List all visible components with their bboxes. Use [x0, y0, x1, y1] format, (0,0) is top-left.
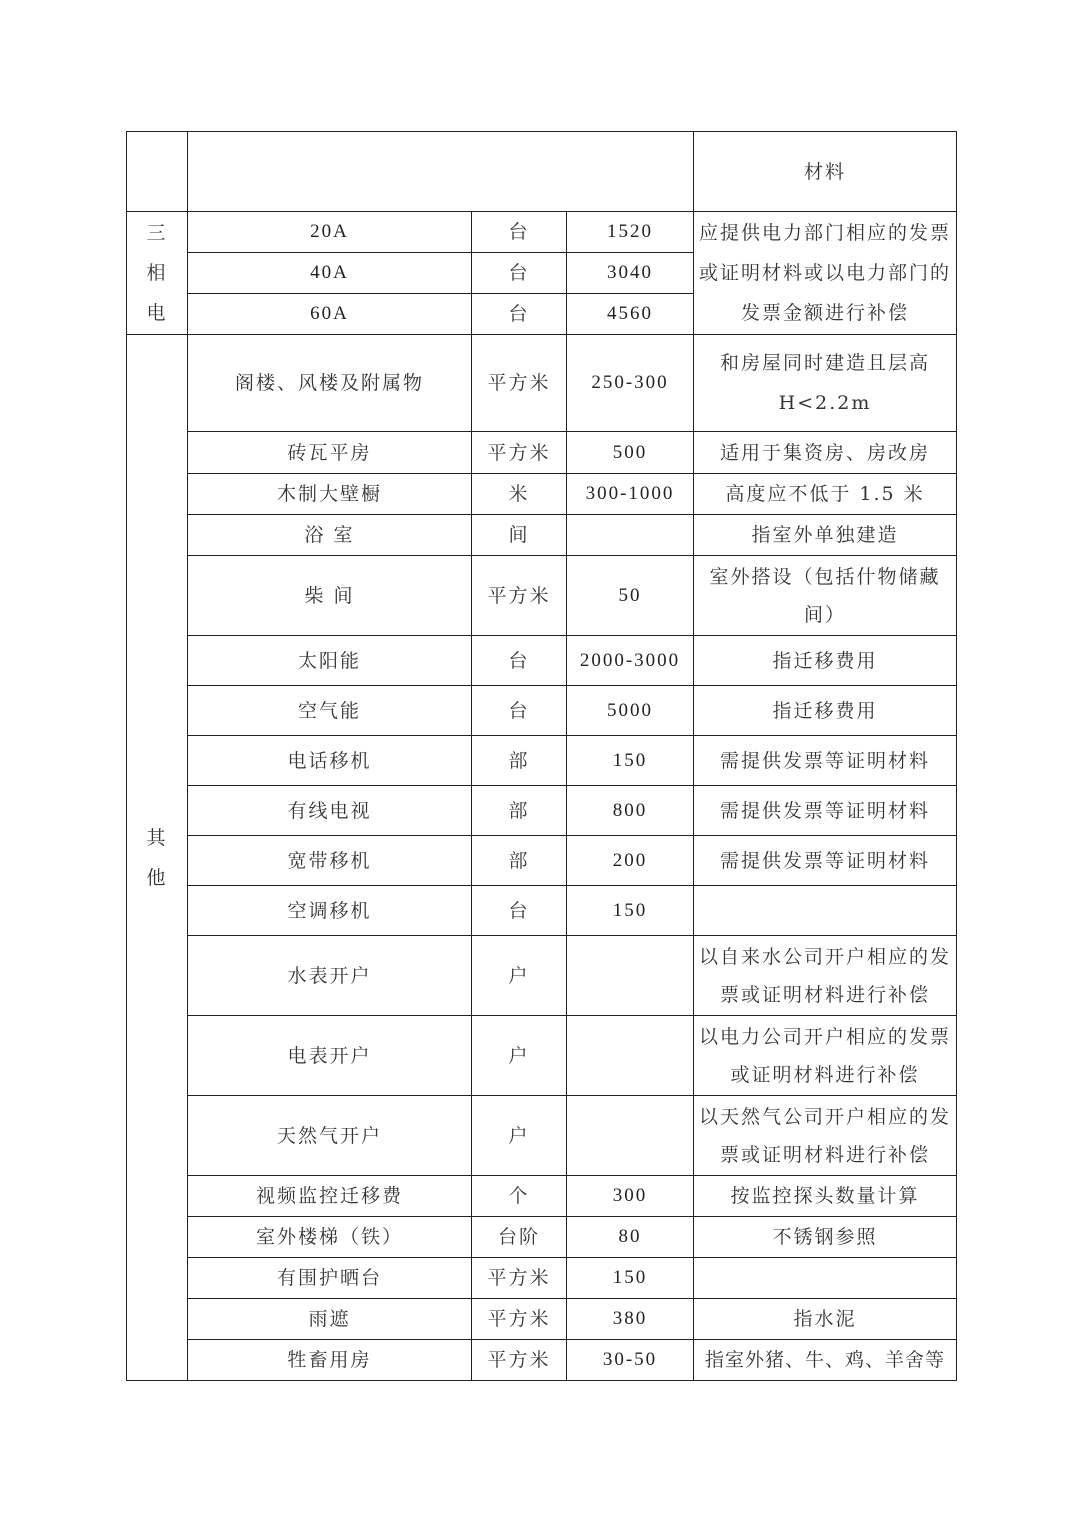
table-row — [127, 1016, 957, 1096]
item-unit: 平方米 — [472, 335, 567, 432]
item-price: 380 — [567, 1299, 694, 1340]
item-note — [694, 1258, 957, 1299]
item-price: 800 — [567, 786, 694, 836]
item-unit: 平方米 — [472, 432, 567, 474]
table-row — [127, 886, 957, 936]
item-note: 需提供发票等证明材料 — [694, 786, 957, 836]
item-name: 电表开户 — [188, 1016, 472, 1096]
item-unit: 间 — [472, 515, 567, 556]
item-name: 视频监控迁移费 — [188, 1176, 472, 1217]
table-row — [127, 132, 957, 212]
item-price: 500 — [567, 432, 694, 474]
table-row — [127, 212, 957, 253]
item-unit: 户 — [472, 1096, 567, 1176]
item-unit: 台 — [472, 886, 567, 936]
item-name: 水表开户 — [188, 936, 472, 1016]
item-unit: 部 — [472, 836, 567, 886]
table-row — [127, 474, 957, 515]
item-price: 2000-3000 — [567, 636, 694, 686]
item-price: 150 — [567, 886, 694, 936]
three-phase-note: 应提供电力部门相应的发票或证明材料或以电力部门的发票金额进行补偿 — [694, 212, 957, 335]
table-row — [127, 1299, 957, 1340]
item-note: 以天然气公司开户相应的发票或证明材料进行补偿 — [694, 1096, 957, 1176]
item-unit: 平方米 — [472, 556, 567, 636]
item-unit: 部 — [472, 736, 567, 786]
item-price: 250-300 — [567, 335, 694, 432]
item-name: 40A — [188, 253, 472, 294]
item-note: 按监控探头数量计算 — [694, 1176, 957, 1217]
item-note: 不锈钢参照 — [694, 1217, 957, 1258]
table-cell-note: 材料 — [694, 132, 957, 212]
table-row — [127, 686, 957, 736]
item-name: 雨遮 — [188, 1299, 472, 1340]
item-name: 太阳能 — [188, 636, 472, 686]
item-name: 电话移机 — [188, 736, 472, 786]
item-unit: 个 — [472, 1176, 567, 1217]
table-row — [127, 556, 957, 636]
item-name: 空调移机 — [188, 886, 472, 936]
item-note: 室外搭设（包括什物储藏间） — [694, 556, 957, 636]
item-note: 需提供发票等证明材料 — [694, 736, 957, 786]
item-unit: 台阶 — [472, 1217, 567, 1258]
table-row — [127, 836, 957, 886]
table-row — [127, 1217, 957, 1258]
item-name: 木制大壁橱 — [188, 474, 472, 515]
item-unit: 台 — [472, 253, 567, 294]
item-price: 300 — [567, 1176, 694, 1217]
item-price: 150 — [567, 736, 694, 786]
item-price — [567, 1096, 694, 1176]
item-note — [694, 886, 957, 936]
item-price: 1520 — [567, 212, 694, 253]
item-unit: 台 — [472, 686, 567, 736]
item-unit: 台 — [472, 294, 567, 335]
table-row — [127, 936, 957, 1016]
item-name: 浴 室 — [188, 515, 472, 556]
section-label-three-phase: 三相电 — [127, 212, 188, 335]
item-note: 适用于集资房、房改房 — [694, 432, 957, 474]
item-price: 5000 — [567, 686, 694, 736]
item-name: 空气能 — [188, 686, 472, 736]
item-note: 指水泥 — [694, 1299, 957, 1340]
item-note: 指迁移费用 — [694, 686, 957, 736]
item-price: 4560 — [567, 294, 694, 335]
item-unit: 平方米 — [472, 1299, 567, 1340]
item-unit: 户 — [472, 1016, 567, 1096]
item-price — [567, 515, 694, 556]
item-note: 需提供发票等证明材料 — [694, 836, 957, 886]
item-name: 牲畜用房 — [188, 1340, 472, 1381]
item-note: 指室外猪、牛、鸡、羊舍等 — [694, 1340, 957, 1381]
item-unit: 户 — [472, 936, 567, 1016]
table-row — [127, 1340, 957, 1381]
table-row — [127, 432, 957, 474]
item-unit: 部 — [472, 786, 567, 836]
item-price: 300-1000 — [567, 474, 694, 515]
item-name: 有线电视 — [188, 786, 472, 836]
section-label-other: 其他 — [127, 335, 188, 1381]
item-note: 以电力公司开户相应的发票或证明材料进行补偿 — [694, 1016, 957, 1096]
item-name: 柴 间 — [188, 556, 472, 636]
item-name: 天然气开户 — [188, 1096, 472, 1176]
item-name: 砖瓦平房 — [188, 432, 472, 474]
item-price — [567, 936, 694, 1016]
compensation-table — [126, 131, 957, 1381]
item-note: 高度应不低于 1.5 米 — [694, 474, 957, 515]
item-unit: 台 — [472, 636, 567, 686]
table-row — [127, 1096, 957, 1176]
item-name: 60A — [188, 294, 472, 335]
item-note: 和房屋同时建造且层高H<2.2m — [694, 335, 957, 432]
table-row — [127, 636, 957, 686]
item-price: 200 — [567, 836, 694, 886]
item-price: 150 — [567, 1258, 694, 1299]
item-unit: 米 — [472, 474, 567, 515]
table-row — [127, 786, 957, 836]
table-row — [127, 515, 957, 556]
item-note: 指迁移费用 — [694, 636, 957, 686]
item-note: 指室外单独建造 — [694, 515, 957, 556]
item-unit: 平方米 — [472, 1258, 567, 1299]
item-name: 有围护晒台 — [188, 1258, 472, 1299]
item-price: 30-50 — [567, 1340, 694, 1381]
item-name: 室外楼梯（铁） — [188, 1217, 472, 1258]
table-row — [127, 1258, 957, 1299]
item-unit: 台 — [472, 212, 567, 253]
table-cell — [127, 132, 188, 212]
item-price: 80 — [567, 1217, 694, 1258]
item-unit: 平方米 — [472, 1340, 567, 1381]
item-name: 宽带移机 — [188, 836, 472, 886]
table-row — [127, 335, 957, 432]
item-name: 阁楼、风楼及附属物 — [188, 335, 472, 432]
table-row — [127, 1176, 957, 1217]
item-price — [567, 1016, 694, 1096]
item-note: 以自来水公司开户相应的发票或证明材料进行补偿 — [694, 936, 957, 1016]
item-name: 20A — [188, 212, 472, 253]
item-price: 3040 — [567, 253, 694, 294]
table-row — [127, 736, 957, 786]
item-price: 50 — [567, 556, 694, 636]
table-cell — [188, 132, 694, 212]
